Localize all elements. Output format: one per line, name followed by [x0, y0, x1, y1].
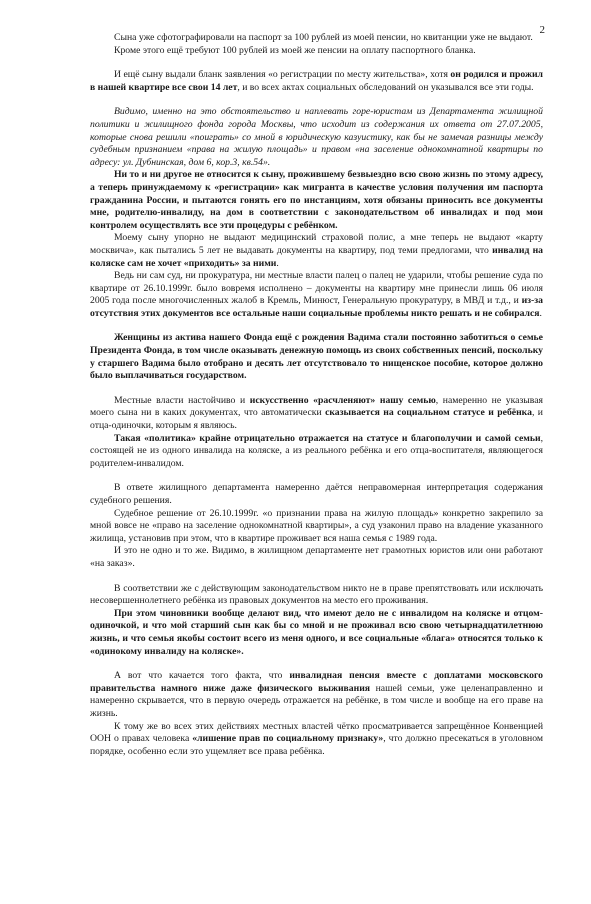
text-run: , и во всех актах социальных обследований он указывался все эти годы. [237, 81, 534, 93]
text-run: Ведь ни сам суд, ни прокуратура, ни местные власти палец о палец не ударили, чтобы решение суда по квартире от 26.10.1999г. было вовремя исполнено – документы на квартиру мне принесли лишь 06 июля 2005 года после многочисленных жалоб в Кремль, Минюст, Генеральную прокуратуру, в МВД и т.д., и [90, 270, 543, 307]
paragraph-spacer [90, 320, 543, 332]
bold-text: Ни то и ни другое не относится к сыну, прожившему безвыездно всю свою жизнь по этому адресу, а теперь принуждаемому к «регистрации» как мигранта в качестве условия получения им паспорта гражданина России, и пытаются гонять его по инстанциям, хотя обязаны приносить все документы мне, родителю-инвалиду, на дом в соответствии с законодательством об инвалидах и под мои контролем осуществлять все эти процедуры с ребёнком. [90, 169, 543, 231]
paragraph [90, 670, 543, 720]
paragraph-spacer [90, 658, 543, 670]
text-run: И ещё сыну выдали бланк заявления «о регистрации по месту жительства», хотя [114, 69, 451, 81]
document-body [90, 32, 543, 758]
paragraph [90, 69, 543, 94]
text-run: Сына уже сфотографировали на паспорт за 100 рублей из моей пенсии, но квитанции уже не выдают. [114, 32, 533, 43]
paragraph-spacer [90, 57, 543, 69]
paragraph-spacer [90, 571, 543, 583]
text-run: , намеренно не указывая моего сына ни в каких документах, что автоматически [90, 394, 544, 419]
paragraph [90, 232, 543, 270]
text-run: А вот что качается того факта, что [114, 670, 290, 682]
text-run: Моему сыну упорно не выдают медицинский страховой полис, а мне теперь не выдают «карту москвича», как пытались 5 лет не выдавать документы на квартиру, под теми предлогами, что [90, 232, 543, 256]
text-run: . [276, 257, 279, 269]
bold-text: Такая «политика» крайне отрицательно отражается на статусе и благополучии и самой семьи [114, 432, 541, 444]
bold-text: Женщины из актива нашего Фонда ещё с рождения Вадима стали постоянно заботиться о семье Президента Фонда, в том числе оказывать денежную помощь из своих собственных пенсий, поскольку у старшего Вадима было отобрано и десять лет отсутствовало то нищенское пособие, которое должно было выплачиваться государством. [90, 332, 543, 382]
paragraph [90, 106, 543, 169]
paragraph-spacer [90, 94, 543, 106]
paragraph [90, 482, 543, 507]
text-run: , состоящей не из одного инвалида на коляске, а из реального ребёнка и его отца-воспитателя, являющегося родителем-инвалидом. [90, 432, 543, 469]
text-run: В ответе жилищного департамента намеренно даётся неправомерная интерпретация содержания судебного решения. [90, 482, 543, 506]
paragraph [90, 45, 543, 58]
text-run: , что должно пресекаться в уголовном порядке, особенно если это ущемляет все права ребёнка. [90, 733, 544, 757]
bold-text: из-за отсутствия этих документов все остальные наши социальные проблемы никто решать и не собирался [90, 295, 543, 319]
paragraph [90, 169, 543, 232]
bold-text: При этом чиновники вообще делают вид, что имеют дело не с инвалидом на коляске и отцом-одиночкой, и что мой старший сын как бы со мной и не проживал всю свою четырнадцатилетнюю жизнь, и что семья якобы состоит всего из меня одного, и все социальные «блага» относятся только к «одинокому инвалиду на коляске». [90, 607, 543, 657]
text-run: И это не одно и то же. Видимо, в жилищном департаменте нет грамотных юристов или они работают «на заказ». [90, 545, 543, 569]
paragraph [90, 332, 543, 382]
text-run: В соответствии же с действующим законодательством никто не в праве препятствовать или исключать несовершеннолетнего ребёнка из правовых документов на место его проживания. [90, 582, 543, 607]
paragraph [90, 32, 543, 45]
paragraph [90, 270, 543, 320]
paragraph [90, 545, 543, 570]
paragraph-spacer [90, 470, 543, 482]
text-run: , и отца-одиночки, которым я являюсь. [90, 407, 543, 432]
text-run: Местные власти настойчиво и [114, 394, 250, 406]
bold-text: «лишение прав по социальному признаку» [192, 733, 384, 745]
bold-text: он родился и прожил в нашей квартире все свои 14 лет [90, 69, 543, 93]
text-run: К тому же во всех этих действиях местных властей чётко просматривается запрещённое Конвенцией ООН о правах человека [90, 720, 543, 745]
text-run: Кроме этого ещё требуют 100 рублей из моей же пенсии на оплату паспортного бланка. [114, 44, 476, 56]
text-run: . [539, 307, 542, 319]
paragraph [90, 721, 543, 759]
text-run: нашей семьи, уже целенаправленно и намеренно скрывается, что в первую очередь отражается на ребёнке, в том числе и вообще на его праве на жизнь. [90, 682, 543, 719]
paragraph [90, 608, 543, 658]
paragraph [90, 583, 543, 608]
page-number: 2 [539, 24, 545, 36]
text-run: Судебное решение от 26.10.1999г. «о признании права на жилую площадь» конкретно закрепило за мной вовсе не «право на заселение однокомнатной квартиры», а суд узаконил право на владение указанного жилища, установив при этом, что в квартире проживает вся наша семья с 1989 года. [90, 507, 543, 544]
paragraph [90, 508, 543, 546]
paragraph [90, 395, 543, 433]
italic-text: Видимо, именно на это обстоятельство и наплевать горе-юристам из Департамента жилищной политики и жилищного фонда города Москвы, что исходит из содержания их ответа от 27.07.2005, которые снова решили «поиграть» со мной в юридическую казуистику, как бы не замечая разницы между судебным признанием «права на жилую площадь» и правом «на заселение однокомнатной квартиры по адресу: ул. Дубнинская, дом 6, кор.3, кв.54». [90, 106, 543, 168]
bold-text: инвалидная пенсия вместе с доплатами московского правительства намного ниже даже физического выживания [90, 670, 543, 694]
bold-text: инвалид на коляске сам не хочет «приходить» за ними [90, 244, 543, 269]
paragraph [90, 433, 543, 471]
bold-text: искусственно «расчленяют» нашу семью [249, 394, 436, 406]
paragraph-spacer [90, 383, 543, 395]
bold-text: сказывается на социальном статусе и ребёнка [325, 407, 532, 419]
